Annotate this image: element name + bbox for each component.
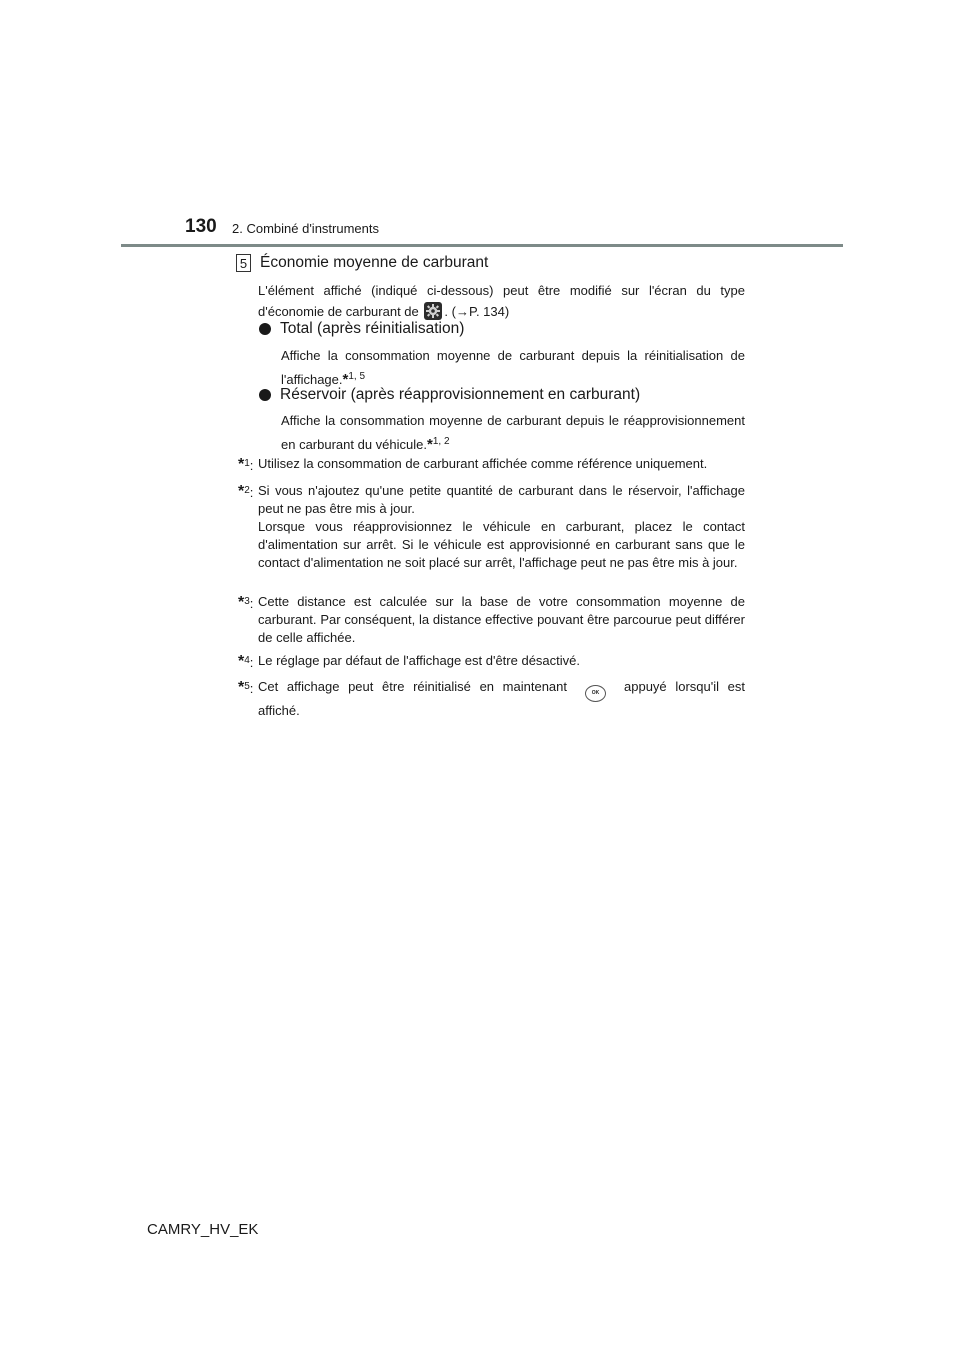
footnote-text: Le réglage par défaut de l'affichage est d'être désactivé.	[258, 653, 580, 668]
item-number-box: 5	[236, 254, 251, 272]
page-number: 130	[185, 216, 217, 237]
intro-page-ref: . (→P. 134)	[444, 304, 510, 319]
intro-text: L'élément affiché (indiqué ci-dessous) peut être modifié sur l'écran du type d'économie de carburant de	[258, 283, 745, 319]
footnote-1	[238, 455, 745, 475]
footnote-ref: 1, 2	[432, 436, 450, 447]
footnote-marker: *$^1$:	[238, 456, 254, 473]
document-code: CAMRY_HV_EK	[147, 1221, 259, 1238]
bullet-title: Total (après réinitialisation)	[280, 320, 465, 337]
bullet-dot-icon	[259, 389, 271, 401]
gear-settings-icon	[424, 302, 442, 320]
bullet-description: Affiche la consommation moyenne de carburant depuis le réapprovisionnement en carburant du véhicule.	[281, 413, 745, 452]
footnote-star: *	[426, 436, 433, 453]
footnote-ref: 1, 5	[348, 371, 366, 382]
footnote-5	[238, 678, 745, 720]
footnote-marker: *$^5$:	[238, 679, 254, 696]
header-rule	[121, 244, 843, 247]
bullet-total	[259, 320, 464, 338]
ok-button-icon: OK	[585, 685, 606, 702]
bullet-reservoir	[259, 386, 640, 404]
item-5-intro	[258, 280, 745, 322]
footnote-text: Cet affichage peut être réinitialisé en maintenant OK appuyé lorsqu'il est affiché.	[258, 679, 745, 718]
item-5-heading	[236, 254, 488, 272]
footnote-3	[238, 593, 745, 647]
footnote-4	[238, 652, 745, 672]
footnote-marker: *$^2$:	[238, 483, 254, 500]
footnote-text: Si vous n'ajoutez qu'une petite quantité de carburant dans le réservoir, l'affichage peut ne pas être mis à jour. Lorsque vous réapprovisionnez le véhicule en carburant, placez le contact d'alimentation sur arrêt. Si le véhicule est approvisionné en carburant sans que le contact d'alimentation ne soit placé sur arrêt, l'affichage peut ne pas être mis à jour.	[258, 483, 745, 570]
bullet-title: Réservoir (après réapprovisionnement en carburant)	[280, 386, 641, 403]
footnote-star: *	[342, 371, 349, 388]
item-5-title: Économie moyenne de carburant	[260, 254, 489, 271]
footnote-2	[238, 482, 745, 572]
section-title: 2. Combiné d'instruments	[232, 221, 379, 236]
bullet-reservoir-text	[281, 410, 745, 455]
footnote-text: Cette distance est calculée sur la base de votre consommation moyenne de carburant. Par conséquent, la distance effective pouvant être parcourue peut différer de celle affichée.	[258, 594, 745, 645]
bullet-total-text	[281, 345, 745, 390]
bullet-dot-icon	[259, 323, 271, 335]
bullet-description: Affiche la consommation moyenne de carburant depuis la réinitialisation de l'affichage.	[281, 348, 745, 387]
footnote-marker: *$^4$:	[238, 653, 254, 670]
footnote-text: Utilisez la consommation de carburant affichée comme référence uniquement.	[258, 456, 708, 471]
footnote-marker: *$^3$:	[238, 594, 254, 611]
